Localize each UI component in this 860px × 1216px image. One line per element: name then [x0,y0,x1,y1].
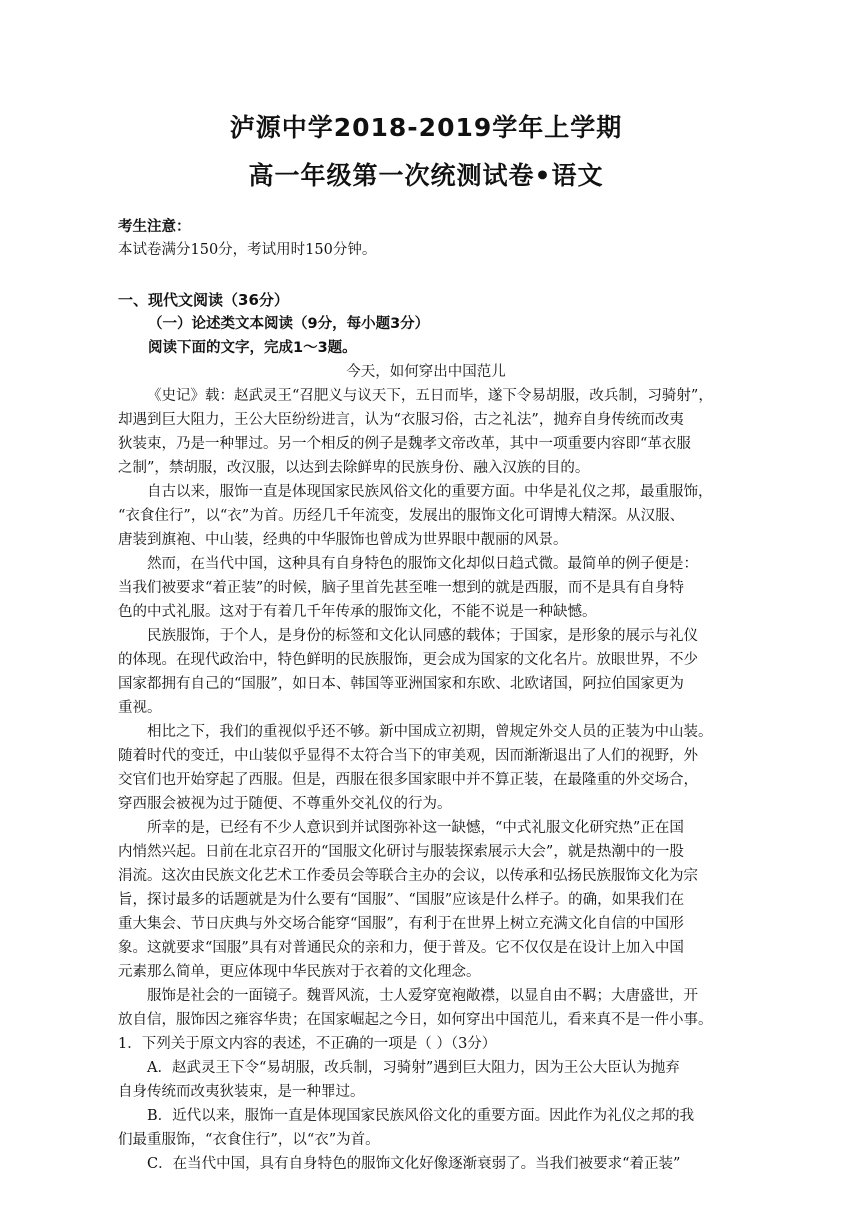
essay-title: 今天，如何穿出中国范儿 [346,364,506,380]
paragraph-line: 涓流。这次由民族文化艺术工作委员会等联合主办的会议，以传承和弘扬民族服饰文化为宗 [118,868,698,884]
paragraph-line: 色的中式礼服。这对于有着几千年传承的服饰文化，不能不说是一种缺憾。 [118,604,597,620]
option-line: A．赵武灵王下令“易胡服，改兵制，习骑射”遇到巨大阻力，因为王公大臣认为抛弃 [147,1060,680,1076]
paragraph-line: 元素那么简单，更应体现中华民族对于衣着的文化理念。 [118,964,481,980]
essay-paragraph [118,384,734,480]
paragraph-line: 唐装到旗袍、中山装，经典的中华服饰也曾成为世界眼中靓丽的风景。 [118,532,568,548]
notice-text: 本试卷满分150分，考试用时150分钟。 [118,242,377,258]
answer-option [118,1152,734,1176]
paragraph-line: 重视。 [118,700,162,716]
paragraph-line: 随着时代的变迁，中山装似乎显得不太符合当下的审美观，因而渐渐退出了人们的视野，外 [118,748,698,764]
paragraph-line: 之制”，禁胡服，改汉服，以达到去除鲜卑的民族身份、融入汉族的目的。 [118,460,590,476]
answer-option [118,1104,734,1152]
answer-option [118,1056,734,1104]
paragraph-line: 重大集会、节日庆典与外交场合能穿“国服”，有利于在世界上树立充满文化自信的中国形 [118,916,684,932]
paragraph-line: 然而，在当代中国，这种具有自身特色的服饰文化却似日趋式微。最简单的例子便是： [147,556,698,572]
paragraph-line: 《史记》载：赵武灵王“召肥义与议天下，五日而毕，遂下令易胡服，改兵制，习骑射”， [147,388,713,404]
paragraph-line: 交官们也开始穿起了西服。但是，西服在很多国家眼中并不算正装，在最隆重的外交场合， [118,772,698,788]
paragraph-line: 服饰是社会的一面镜子。魏晋风流，士人爱穿宽袍敞襟，以显自由不羁；大唐盛世，开 [147,988,698,1004]
question-1-stem: 1．下列关于原文内容的表述，不正确的一项是（ ）（3分） [118,1036,497,1052]
option-line: 们最重服饰，“衣食住行”，以“衣”为首。 [118,1132,380,1148]
essay-paragraph [118,480,734,552]
paragraph-line: 的体现。在现代政治中，特色鲜明的民族服饰，更会成为国家的文化名片。放眼世界，不少 [118,652,698,668]
paragraph-line: 所幸的是，已经有不少人意识到并试图弥补这一缺憾，“中式礼服文化研究热”正在国 [147,820,684,836]
essay-paragraph [118,816,734,984]
option-line: C．在当代中国，具有自身特色的服饰文化好像逐渐衰弱了。当我们被要求“着正装” [147,1156,681,1172]
paragraph-line: 国家都拥有自己的“国服”，如日本、韩国等亚洲国家和东欧、北欧诸国，阿拉伯国家更为 [118,676,684,692]
essay-paragraph [118,720,734,816]
paragraph-line: 穿西服会被视为过于随便、不尊重外交礼仪的行为。 [118,796,452,812]
exam-title-line1: 泸源中学2018-2019学年上学期 [229,113,623,142]
essay-paragraph [118,624,734,720]
subsection-heading: （一）论述类文本阅读（9分，每小题3分） [148,316,430,332]
paragraph-line: 相比之下，我们的重视似乎还不够。新中国成立初期，曾规定外交人员的正装为中山装。 [147,724,713,740]
paragraph-line: “衣食住行”，以“衣”为首。历经几千年流变，发展出的服饰文化可谓博大精深。从汉服、 [118,508,685,524]
option-line: B．近代以来，服饰一直是体现国家民族风俗文化的重要方面。因此作为礼仪之邦的我 [147,1108,695,1124]
paragraph-line: 自古以来，服饰一直是体现国家民族风俗文化的重要方面。中华是礼仪之邦，最重服饰， [147,484,713,500]
paragraph-line: 狄装束，乃是一种罪过。另一个相反的例子是魏孝文帝改革，其中一项重要内容即“革衣服 [118,436,691,452]
paragraph-line: 内悄然兴起。日前在北京召开的“国服文化研讨与服装探索展示大会”，就是热潮中的一股 [118,844,684,860]
essay-paragraph [118,984,734,1032]
reading-instruction: 阅读下面的文字，完成1～3题。 [148,340,357,356]
paragraph-line: 却遇到巨大阻力，王公大臣纷纷进言，认为“衣服习俗，古之礼法”，抛弃自身传统而改夷 [118,412,684,428]
option-line: 自身传统而改夷狄装束，是一种罪过。 [118,1084,365,1100]
paragraph-line: 放自信，服饰因之雍容华贵；在国家崛起之今日，如何穿出中国范儿，看来真不是一件小事。 [118,1012,713,1028]
paragraph-line: 旨，探讨最多的话题就是为什么要有“国服”、“国服”应该是什么样子。的确，如果我们在 [118,892,685,908]
paragraph-line: 象。这就要求“国服”具有对普通民众的亲和力，便于普及。它不仅仅是在设计上加入中国 [118,940,684,956]
essay-paragraph [118,552,734,624]
paragraph-line: 民族服饰，于个人，是身份的标签和文化认同感的载体；于国家，是形象的展示与礼仪 [147,628,698,644]
paragraph-line: 当我们被要求“着正装”的时候，脑子里首先甚至唯一想到的就是西服，而不是具有自身特 [118,580,684,596]
exam-title-line2: 高一年级第一次统测试卷•语文 [248,161,604,190]
notice-heading: 考生注意： [118,219,191,235]
section-heading: 一、现代文阅读（36分） [118,291,289,309]
question-1-options [118,1056,734,1176]
essay-body [118,384,734,1032]
